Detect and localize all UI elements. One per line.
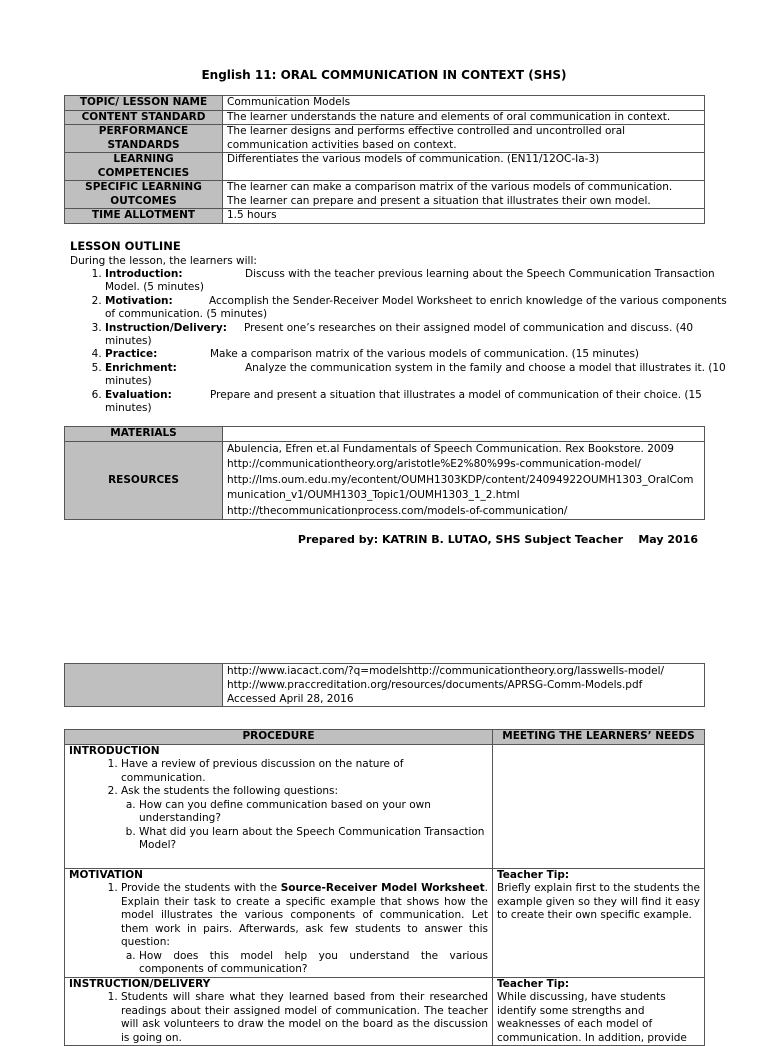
resource-entry: Accessed April 28, 2016 (227, 693, 354, 705)
outcome-2: The learner can prepare and present a situation that illustrates their own model. (227, 194, 651, 207)
learners-needs-cell (493, 977, 705, 1046)
prepared-by: Prepared by: KATRIN B. LUTAO, SHS Subject Teacher May 2016 (297, 533, 698, 546)
table-row (65, 110, 705, 125)
list-item: a. How does this model help you understand the various components of communication? (139, 950, 488, 977)
outcome-1: The learner can make a comparison matrix of the various models of communication. (227, 181, 673, 193)
resources-value (223, 441, 705, 520)
resources-label: RESOURCES (65, 441, 223, 520)
resource-entry: http://lms.oum.edu.my/econtent/OUMH1303KDP/content/24094922OUMH1303_OralCommunication_v1/OUMH1303_Topic1/OUMH1303_1_2.html (227, 473, 694, 501)
table-row (65, 427, 705, 442)
teacher-tip-heading: Teacher Tip: (497, 868, 570, 881)
sub-questions (121, 950, 488, 977)
table-row (65, 977, 705, 1046)
item-text: Analyze the communication system in the family and choose a model that illustrates it. (10 minutes) (105, 361, 726, 388)
section-heading: MOTIVATION (69, 868, 143, 881)
resources-continued-table (64, 663, 705, 707)
table-row (65, 181, 705, 209)
table-row (65, 744, 705, 868)
table-row (65, 209, 705, 224)
list-item: 1. Students will share what they learned based from their researched readings about their assigned model of communication. The teacher will ask volunteers to draw the model on the board as the discussion is going on. (121, 991, 488, 1045)
item-text: Discuss with the teacher previous learning about the Speech Communication Transaction Model. (5 minutes) (105, 268, 715, 294)
step-text: Provide the students with the (121, 882, 281, 894)
procedure-table (64, 729, 705, 1046)
item-text: Present one’s researches on their assigned model of communication and discuss. (40 minutes) (105, 321, 694, 348)
learners-needs-cell (493, 744, 705, 868)
outline-intro: During the lesson, the learners will: (70, 255, 257, 267)
instruction-cell (65, 977, 493, 1046)
resources-label-empty (65, 664, 223, 707)
list-item: b. What did you learn about the Speech Communication Transaction Model? (139, 826, 488, 853)
list-item (105, 389, 735, 416)
outline-heading: LESSON OUTLINE (70, 239, 181, 253)
resources-value (223, 664, 705, 707)
learners-needs-cell (493, 868, 705, 977)
motivation-steps (69, 882, 488, 977)
item-term: Introduction: (105, 268, 183, 280)
teacher-tip: Briefly explain first to the students the example given so they will find it easy to create their own specific example. (497, 882, 700, 921)
item-term: Practice: (105, 348, 158, 361)
item-term: Enrichment: (105, 361, 177, 374)
row-value: 1.5 hours (223, 209, 705, 224)
row-label: CONTENT STANDARD (65, 110, 223, 125)
resource-entry: Abulencia, Efren et.al Fundamentals of Speech Communication. Rex Bookstore. 2009 (227, 442, 674, 455)
materials-table (64, 426, 705, 520)
item-term: Instruction/Delivery: (105, 321, 227, 334)
instruction-steps (69, 991, 488, 1045)
motivation-cell (65, 868, 493, 977)
list-item (105, 348, 735, 361)
row-label: LEARNING COMPETENCIES (65, 153, 223, 181)
row-label: TIME ALLOTMENT (65, 209, 223, 224)
item-term: Evaluation: (105, 388, 172, 401)
procedure-header: PROCEDURE (65, 730, 493, 745)
page-title: English 11: ORAL COMMUNICATION IN CONTEXT (SHS) (201, 68, 567, 82)
teacher-tip-heading: Teacher Tip: (497, 977, 570, 990)
outline-list (70, 268, 735, 415)
list-item (121, 785, 488, 853)
row-value: Communication Models (223, 96, 705, 111)
intro-steps (69, 758, 488, 853)
row-value: Differentiates the various models of communication. (EN11/12OC-Ia-3) (223, 153, 705, 181)
list-item: 1. Have a review of previous discussion on the nature of communication. (121, 758, 488, 785)
item-text: Make a comparison matrix of the various models of communication. (15 minutes) (210, 348, 640, 361)
learners-needs-header: MEETING THE LEARNERS’ NEEDS (493, 730, 705, 745)
list-item (105, 268, 735, 295)
row-value: The learner understands the nature and elements of oral communication in context. (223, 110, 705, 125)
sub-questions (121, 799, 488, 853)
introduction-cell (65, 744, 493, 868)
resource-entry: http://thecommunicationprocess.com/models-of-communication/ (227, 504, 568, 517)
worksheet-name: Source-Receiver Model Worksheet (280, 882, 485, 894)
row-value (223, 181, 705, 209)
list-item (121, 882, 488, 977)
table-row (65, 96, 705, 111)
step-text: . Explain their task to create a specific example that shows how the model illustrates the various components of communication. Let them work in pairs. Afterwards, ask few students to answer this question: (121, 882, 488, 948)
row-label: PERFORMANCE STANDARDS (65, 125, 223, 153)
table-row (65, 125, 705, 153)
row-label: SPECIFIC LEARNING OUTCOMES (65, 181, 223, 209)
teacher-tip: While discussing, have students identify some strengths and weaknesses of each model of communication. In addition, provide (497, 991, 687, 1044)
list-item (105, 295, 735, 322)
table-row (65, 153, 705, 181)
table-row (65, 441, 705, 520)
step-text: Ask the students the following questions: (121, 785, 339, 797)
row-label: TOPIC/ LESSON NAME (65, 96, 223, 111)
item-term: Motivation: (105, 294, 173, 307)
resource-entry: http://communicationtheory.org/aristotle%E2%80%99s-communication-model/ (227, 458, 641, 470)
lesson-info-table (64, 95, 705, 224)
resource-entry: http://www.praccreditation.org/resources/documents/APRSG-Comm-Models.pdf (227, 679, 643, 691)
resource-entry: http://www.iacact.com/?q=modelshttp://communicationtheory.org/lasswells-model/ (227, 665, 665, 677)
section-heading: INTRODUCTION (69, 744, 160, 757)
section-heading: INSTRUCTION/DELIVERY (69, 977, 211, 990)
list-item (105, 362, 735, 389)
list-item: a. How can you define communication based on your own understanding? (139, 799, 488, 826)
table-row (65, 730, 705, 745)
table-row (65, 664, 705, 707)
materials-value (223, 427, 705, 442)
item-text: Prepare and present a situation that illustrates a model of communication of their choice. (15 minutes) (105, 388, 702, 415)
item-text: Accomplish the Sender-Receiver Model Worksheet to enrich knowledge of the various components of communication. (5 minutes) (105, 294, 727, 321)
materials-label: MATERIALS (65, 427, 223, 442)
table-row (65, 868, 705, 977)
list-item (105, 322, 735, 349)
row-value: The learner designs and performs effective controlled and uncontrolled oral communication activities based on context. (223, 125, 705, 153)
